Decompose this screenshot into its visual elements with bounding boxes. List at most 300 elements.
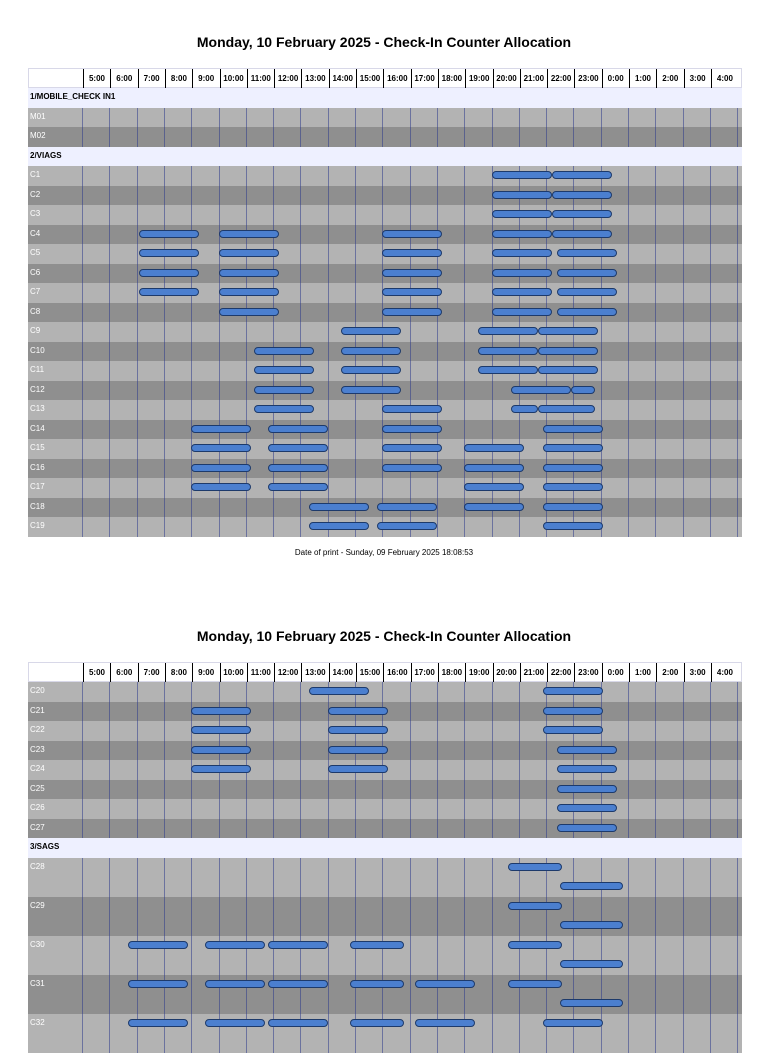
hour-label: 1:00: [629, 69, 656, 89]
allocation-bar[interactable]: [557, 746, 617, 754]
allocation-bar[interactable]: [543, 707, 603, 715]
hour-gridline: [437, 682, 438, 702]
allocation-bar[interactable]: [191, 746, 251, 754]
allocation-bar[interactable]: [191, 464, 251, 472]
hour-gridline: [246, 361, 247, 381]
page-title: Monday, 10 February 2025 - Check-In Counter Allocation: [196, 34, 572, 50]
allocation-bar[interactable]: [508, 980, 563, 988]
hour-gridline: [328, 1014, 329, 1053]
hour-gridline: [737, 420, 738, 440]
hour-gridline: [464, 166, 465, 186]
allocation-bar[interactable]: [560, 999, 623, 1007]
counter-label: C21: [30, 705, 45, 715]
allocation-bar[interactable]: [268, 464, 328, 472]
allocation-bar[interactable]: [382, 249, 442, 257]
hour-gridline: [82, 225, 83, 245]
counter-row: [28, 186, 742, 206]
hour-gridline: [82, 702, 83, 722]
allocation-bar[interactable]: [341, 386, 401, 394]
hour-gridline: [437, 858, 438, 897]
hour-gridline: [328, 108, 329, 128]
hour-gridline: [464, 702, 465, 722]
hour-gridline: [246, 400, 247, 420]
hour-gridline: [710, 225, 711, 245]
hour-gridline: [164, 186, 165, 206]
hour-gridline: [737, 498, 738, 518]
hour-gridline: [164, 682, 165, 702]
allocation-bar[interactable]: [538, 366, 598, 374]
counter-label: C28: [30, 861, 45, 871]
hour-gridline: [410, 760, 411, 780]
allocation-bar[interactable]: [478, 366, 538, 374]
hour-gridline: [355, 858, 356, 897]
hour-gridline: [382, 682, 383, 702]
hour-gridline: [737, 1014, 738, 1053]
allocation-bar[interactable]: [492, 249, 552, 257]
hour-gridline: [273, 108, 274, 128]
hour-gridline: [246, 342, 247, 362]
allocation-bar[interactable]: [350, 1019, 405, 1027]
allocation-bar[interactable]: [382, 269, 442, 277]
allocation-bar[interactable]: [191, 425, 251, 433]
hour-gridline: [464, 127, 465, 147]
allocation-bar[interactable]: [543, 483, 603, 491]
hour-gridline: [137, 741, 138, 761]
allocation-bar[interactable]: [560, 882, 623, 890]
allocation-bar[interactable]: [191, 707, 251, 715]
hour-gridline: [410, 108, 411, 128]
hour-gridline: [655, 721, 656, 741]
hour-gridline: [519, 682, 520, 702]
allocation-bar[interactable]: [341, 327, 401, 335]
hour-gridline: [437, 478, 438, 498]
allocation-bar[interactable]: [219, 288, 279, 296]
hour-gridline: [519, 741, 520, 761]
allocation-bar[interactable]: [538, 327, 598, 335]
allocation-bar[interactable]: [557, 804, 617, 812]
allocation-bar[interactable]: [552, 171, 612, 179]
hour-label: 2:00: [656, 663, 683, 683]
allocation-bar[interactable]: [415, 1019, 475, 1027]
allocation-bar[interactable]: [478, 347, 538, 355]
allocation-bar[interactable]: [128, 1019, 188, 1027]
hour-gridline: [137, 439, 138, 459]
hour-gridline: [410, 381, 411, 401]
allocation-bar[interactable]: [219, 230, 279, 238]
allocation-bar[interactable]: [538, 405, 595, 413]
hour-gridline: [137, 498, 138, 518]
allocation-bar[interactable]: [219, 269, 279, 277]
allocation-bar[interactable]: [219, 308, 279, 316]
counter-label: C6: [30, 267, 41, 277]
hour-gridline: [464, 682, 465, 702]
counter-label: M02: [30, 131, 46, 140]
counter-label: C19: [30, 521, 45, 530]
hour-gridline: [601, 936, 602, 975]
allocation-bar[interactable]: [464, 444, 524, 452]
hour-gridline: [137, 186, 138, 206]
allocation-bar[interactable]: [328, 707, 388, 715]
hour-gridline: [410, 205, 411, 225]
allocation-bar[interactable]: [552, 191, 612, 199]
hour-gridline: [737, 205, 738, 225]
allocation-bar[interactable]: [543, 726, 603, 734]
counter-label: C11: [30, 365, 45, 374]
allocation-bar[interactable]: [492, 308, 552, 316]
hour-gridline: [628, 741, 629, 761]
hour-gridline: [382, 186, 383, 206]
hour-gridline: [328, 244, 329, 264]
hour-gridline: [328, 400, 329, 420]
counter-row: [28, 127, 742, 147]
hour-gridline: [300, 166, 301, 186]
hour-gridline: [328, 459, 329, 479]
allocation-bar[interactable]: [128, 980, 188, 988]
allocation-bar[interactable]: [328, 746, 388, 754]
allocation-bar[interactable]: [139, 288, 199, 296]
allocation-bar[interactable]: [382, 464, 442, 472]
hour-gridline: [191, 322, 192, 342]
hour-gridline: [328, 819, 329, 839]
hour-gridline: [273, 760, 274, 780]
hour-gridline: [737, 322, 738, 342]
allocation-bar[interactable]: [571, 386, 596, 394]
hour-gridline: [710, 244, 711, 264]
counter-row: [28, 420, 742, 440]
hour-gridline: [655, 303, 656, 323]
allocation-bar[interactable]: [309, 522, 369, 530]
hour-gridline: [273, 322, 274, 342]
allocation-bar[interactable]: [557, 765, 617, 773]
hour-gridline: [464, 303, 465, 323]
hour-gridline: [710, 342, 711, 362]
allocation-bar[interactable]: [268, 1019, 328, 1027]
hour-gridline: [683, 244, 684, 264]
hour-gridline: [683, 478, 684, 498]
hour-gridline: [164, 205, 165, 225]
allocation-bar[interactable]: [254, 366, 314, 374]
hour-gridline: [109, 741, 110, 761]
hour-gridline: [437, 127, 438, 147]
allocation-bar[interactable]: [191, 483, 251, 491]
counter-row: [28, 361, 742, 381]
counter-row: [28, 760, 742, 780]
allocation-bar[interactable]: [557, 269, 617, 277]
allocation-bar[interactable]: [508, 863, 563, 871]
allocation-bar[interactable]: [557, 249, 617, 257]
allocation-bar[interactable]: [328, 726, 388, 734]
hour-gridline: [246, 517, 247, 537]
allocation-bar[interactable]: [205, 1019, 265, 1027]
hour-gridline: [191, 303, 192, 323]
hour-gridline: [82, 205, 83, 225]
hour-gridline: [710, 936, 711, 975]
allocation-bar[interactable]: [341, 347, 401, 355]
hour-gridline: [300, 721, 301, 741]
hour-gridline: [628, 498, 629, 518]
hour-gridline: [137, 721, 138, 741]
allocation-bar[interactable]: [309, 503, 369, 511]
allocation-bar[interactable]: [382, 288, 442, 296]
hour-gridline: [164, 439, 165, 459]
hour-label: 15:00: [356, 663, 383, 683]
allocation-bar[interactable]: [254, 405, 314, 413]
hour-gridline: [655, 342, 656, 362]
allocation-bar[interactable]: [382, 308, 442, 316]
hour-gridline: [655, 127, 656, 147]
allocation-bar[interactable]: [543, 522, 603, 530]
counter-row: [28, 682, 742, 702]
allocation-bar[interactable]: [492, 210, 552, 218]
hour-gridline: [355, 127, 356, 147]
hour-gridline: [683, 420, 684, 440]
hour-gridline: [109, 186, 110, 206]
allocation-bar[interactable]: [350, 941, 405, 949]
hour-gridline: [219, 166, 220, 186]
hour-gridline: [273, 780, 274, 800]
allocation-bar[interactable]: [538, 347, 598, 355]
hour-gridline: [355, 439, 356, 459]
hour-gridline: [683, 459, 684, 479]
hour-gridline: [300, 322, 301, 342]
hour-gridline: [737, 858, 738, 897]
allocation-bar[interactable]: [268, 980, 328, 988]
hour-gridline: [219, 127, 220, 147]
counter-row: [28, 205, 742, 225]
hour-gridline: [437, 819, 438, 839]
allocation-bar[interactable]: [382, 230, 442, 238]
hour-gridline: [300, 760, 301, 780]
hour-gridline: [355, 108, 356, 128]
allocation-bar[interactable]: [254, 386, 314, 394]
hour-gridline: [546, 760, 547, 780]
hour-gridline: [710, 1014, 711, 1053]
hour-gridline: [109, 400, 110, 420]
hour-gridline: [300, 819, 301, 839]
hour-gridline: [137, 799, 138, 819]
hour-gridline: [82, 303, 83, 323]
hour-gridline: [437, 205, 438, 225]
allocation-bar[interactable]: [552, 230, 612, 238]
hour-gridline: [137, 264, 138, 284]
allocation-bar[interactable]: [191, 726, 251, 734]
counter-row: [28, 381, 742, 401]
allocation-bar[interactable]: [543, 464, 603, 472]
allocation-bar[interactable]: [268, 941, 328, 949]
hour-gridline: [109, 897, 110, 936]
allocation-bar[interactable]: [268, 444, 328, 452]
hour-gridline: [655, 264, 656, 284]
allocation-bar[interactable]: [492, 171, 552, 179]
allocation-bar[interactable]: [205, 980, 265, 988]
hour-gridline: [737, 799, 738, 819]
allocation-bar[interactable]: [415, 980, 475, 988]
hour-gridline: [683, 936, 684, 975]
allocation-bar[interactable]: [328, 765, 388, 773]
allocation-bar[interactable]: [382, 444, 442, 452]
hour-gridline: [219, 205, 220, 225]
allocation-bar[interactable]: [350, 980, 405, 988]
hour-label: 0:00: [602, 69, 629, 89]
allocation-bar[interactable]: [219, 249, 279, 257]
hour-gridline: [355, 799, 356, 819]
allocation-bar[interactable]: [557, 785, 617, 793]
allocation-bar[interactable]: [191, 444, 251, 452]
allocation-bar[interactable]: [464, 503, 524, 511]
hour-gridline: [109, 936, 110, 975]
counter-row: [28, 721, 742, 741]
allocation-bar[interactable]: [205, 941, 265, 949]
hour-gridline: [437, 799, 438, 819]
hour-gridline: [164, 858, 165, 897]
hour-gridline: [683, 381, 684, 401]
hour-gridline: [464, 186, 465, 206]
hour-gridline: [464, 517, 465, 537]
hour-gridline: [137, 517, 138, 537]
hour-label: 4:00: [711, 69, 738, 89]
hour-gridline: [492, 780, 493, 800]
hour-label: 16:00: [383, 69, 410, 89]
allocation-bar[interactable]: [139, 230, 199, 238]
hour-gridline: [164, 819, 165, 839]
allocation-bar[interactable]: [492, 191, 552, 199]
allocation-bar[interactable]: [557, 824, 617, 832]
hour-gridline: [82, 342, 83, 362]
allocation-bar[interactable]: [511, 405, 538, 413]
hour-gridline: [710, 381, 711, 401]
allocation-bar[interactable]: [552, 210, 612, 218]
hour-gridline: [109, 264, 110, 284]
allocation-bar[interactable]: [492, 230, 552, 238]
allocation-bar[interactable]: [508, 941, 563, 949]
allocation-bar[interactable]: [377, 503, 437, 511]
hour-gridline: [628, 682, 629, 702]
hour-gridline: [737, 478, 738, 498]
hour-gridline: [109, 498, 110, 518]
hour-gridline: [655, 897, 656, 936]
hour-gridline: [328, 342, 329, 362]
hour-gridline: [191, 361, 192, 381]
hour-gridline: [300, 858, 301, 897]
hour-gridline: [191, 682, 192, 702]
hour-gridline: [737, 682, 738, 702]
hour-gridline: [601, 127, 602, 147]
allocation-bar[interactable]: [139, 249, 199, 257]
allocation-bar[interactable]: [543, 687, 603, 695]
hour-gridline: [655, 225, 656, 245]
hour-gridline: [219, 858, 220, 897]
hour-gridline: [191, 381, 192, 401]
allocation-bar[interactable]: [543, 425, 603, 433]
allocation-bar[interactable]: [254, 347, 314, 355]
hour-gridline: [683, 322, 684, 342]
hour-gridline: [164, 721, 165, 741]
hour-gridline: [328, 303, 329, 323]
hour-label: 3:00: [684, 69, 711, 89]
hour-gridline: [464, 819, 465, 839]
hour-gridline: [628, 186, 629, 206]
allocation-bar[interactable]: [464, 483, 524, 491]
allocation-bar[interactable]: [139, 269, 199, 277]
hour-gridline: [628, 459, 629, 479]
hour-gridline: [710, 498, 711, 518]
hour-gridline: [328, 264, 329, 284]
allocation-bar[interactable]: [560, 960, 623, 968]
counter-label: C26: [30, 803, 45, 812]
allocation-bar[interactable]: [191, 765, 251, 773]
hour-gridline: [219, 517, 220, 537]
allocation-bar[interactable]: [492, 269, 552, 277]
allocation-bar[interactable]: [309, 687, 369, 695]
hour-gridline: [655, 244, 656, 264]
allocation-bar[interactable]: [382, 425, 442, 433]
hour-gridline: [737, 819, 738, 839]
hour-gridline: [273, 819, 274, 839]
hour-gridline: [300, 702, 301, 722]
hour-gridline: [137, 127, 138, 147]
allocation-bar[interactable]: [557, 308, 617, 316]
allocation-bar[interactable]: [543, 444, 603, 452]
hour-gridline: [655, 1014, 656, 1053]
allocation-bar[interactable]: [511, 386, 571, 394]
hour-gridline: [683, 517, 684, 537]
allocation-bar[interactable]: [543, 1019, 603, 1027]
hour-gridline: [219, 108, 220, 128]
hour-gridline: [410, 721, 411, 741]
allocation-bar[interactable]: [492, 288, 552, 296]
hour-gridline: [191, 166, 192, 186]
hour-gridline: [382, 127, 383, 147]
allocation-bar[interactable]: [464, 464, 524, 472]
hour-gridline: [737, 225, 738, 245]
hour-gridline: [109, 478, 110, 498]
allocation-bar[interactable]: [128, 941, 188, 949]
allocation-bar[interactable]: [268, 425, 328, 433]
hour-gridline: [137, 361, 138, 381]
hour-gridline: [82, 244, 83, 264]
hour-gridline: [191, 975, 192, 1014]
allocation-bar[interactable]: [341, 366, 401, 374]
print-date: Date of print - Sunday, 09 February 2025 18:08:53: [294, 548, 474, 557]
hour-gridline: [710, 858, 711, 897]
allocation-bar[interactable]: [543, 503, 603, 511]
hour-label: 22:00: [547, 69, 574, 89]
hour-gridline: [82, 975, 83, 1014]
hour-gridline: [655, 186, 656, 206]
allocation-bar[interactable]: [557, 288, 617, 296]
hour-gridline: [300, 897, 301, 936]
hour-gridline: [573, 975, 574, 1014]
hour-gridline: [137, 244, 138, 264]
hour-label: 12:00: [274, 663, 301, 683]
counter-row: [28, 858, 742, 897]
hour-gridline: [164, 127, 165, 147]
hour-gridline: [601, 108, 602, 128]
allocation-bar[interactable]: [508, 902, 563, 910]
hour-gridline: [191, 342, 192, 362]
allocation-bar[interactable]: [377, 522, 437, 530]
hour-gridline: [82, 517, 83, 537]
hour-gridline: [601, 400, 602, 420]
hour-gridline: [683, 760, 684, 780]
hour-gridline: [683, 205, 684, 225]
allocation-bar[interactable]: [478, 327, 538, 335]
allocation-bar[interactable]: [560, 921, 623, 929]
allocation-bar[interactable]: [382, 405, 442, 413]
allocation-bar[interactable]: [268, 483, 328, 491]
hour-gridline: [737, 936, 738, 975]
hour-gridline: [382, 858, 383, 897]
